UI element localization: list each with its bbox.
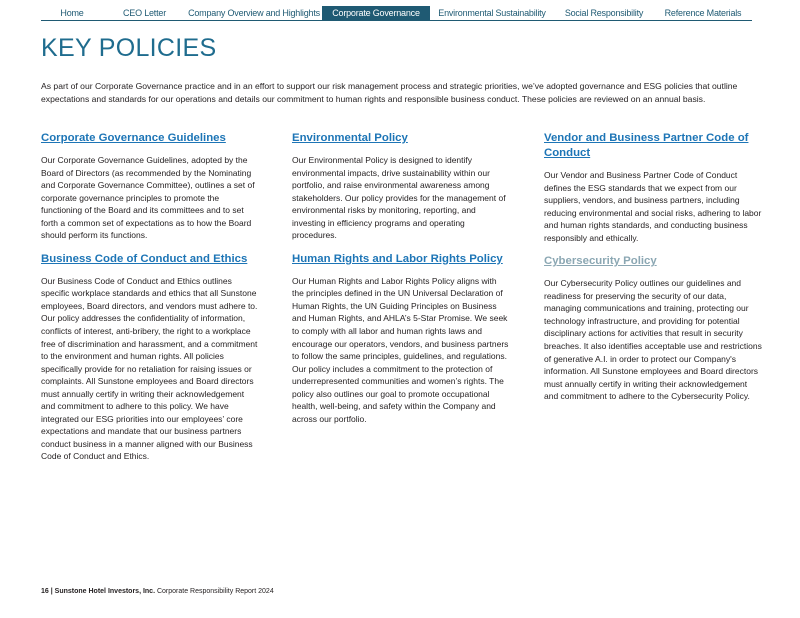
cybersecurity-policy-link[interactable]: Cybersecurity Policy [544,255,657,268]
human-rights-policy-link[interactable]: Human Rights and Labor Rights Policy [292,252,503,265]
nav-social-responsibility[interactable]: Social Responsibility [564,8,644,18]
policy-column-3 [544,131,762,413]
business-code-of-conduct-link[interactable]: Business Code of Conduct and Ethics [41,252,248,265]
page-footer [41,588,274,595]
footer-company: Sunstone Hotel Investors, Inc. [54,588,156,595]
footer-report-title: Corporate Responsibility Report 2024 [156,588,274,595]
intro-paragraph: As part of our Corporate Governance practice and in an effort to support our risk management process and strategic priorities, we’ve adopted governance and ESG policies that outline expectations and standards for our operations and details our commitment to human rights and responsible business conduct. These policies are reviewed on an annual basis. [41,81,738,104]
top-navigation [41,6,752,21]
footer-separator: | [50,588,53,595]
vendor-code-of-conduct-text: Our Vendor and Business Partner Code of Conduct defines the ESG standards that we expect from our suppliers, vendors, and business partners, including reducing environmental and social risks, adhering to labor and human rights standards, and conducting business responsibly and ethically. [544,170,762,243]
human-rights-policy-text: Our Human Rights and Labor Rights Policy aligns with the principles defined in the UN Universal Declaration of Human Rights, the UN Guiding Principles on Business and Human Rights, and AHLA’s 5-Star Promise. We seek to comply with all labor and human rights laws and encourage our operators, vendors, and business partners to follow the same principles, guidelines, and regulations. Our policy includes a commitment to the protection of underrepresented communities and women’s rights. The policy also outlines our goal to promote occupational health, well-being, and safety within the Company and across our portfolio. [292,275,509,424]
nav-reference-materials[interactable]: Reference Materials [664,8,742,18]
corporate-governance-guidelines-text: Our Corporate Governance Guidelines, adopted by the Board of Directors (as recommended by the Nominating and Corporate Governance Committee), outlines a set of corporate governance principles to promote the functioning of the Board and its committees and to set forth a common set of expectations as to how the Board should perform its functions. [41,155,255,241]
nav-ceo-letter[interactable]: CEO Letter [122,8,167,18]
page-title: KEY POLICIES [41,34,217,62]
page-number: 16 [41,588,49,595]
environmental-policy-text: Our Environmental Policy is designed to identify environmental impacts, drive sustainability within our portfolio, and raise environmental awareness among stakeholders. Our policy provides for the management of environmental risks by monitoring, reporting, and investing in efficiency programs and operating procedures. [292,155,506,241]
environmental-policy-link[interactable]: Environmental Policy [292,132,408,144]
policy-column-2 [292,131,510,435]
nav-company-overview[interactable]: Company Overview and Highlights [188,8,320,18]
policy-column-1 [41,131,259,473]
business-code-of-conduct-text: Our Business Code of Conduct and Ethics outlines specific workplace standards and ethics that all Sunstone employees, Board directors, and vendors must adhere to. Our policy addresses the confidentiality of information, conflicts of interest, anti-bribery, the right to a workplace free of discrimination and harassment, and a commitment to the environment and human rights. All policies specifically provide for no retaliation for raising issues or complaints. All Sunstone employees and Board directors must annually certify in writing their acknowledgement and commitment to adhere to this policy. We have integrated our ESG priorities into our employees’ core expectations and mandate that our business partners conduct business in a manner aligned with our Business Code of Conduct and Ethics. [41,275,258,462]
cybersecurity-policy-text: Our Cybersecurity Policy outlines our guidelines and readiness for preserving the security of our data, managing communications and training, protecting our technology infrastructure, and providing for potential disciplinary actions for activities that result in security breaches. It also identifies acceptable use and restrictions of generative A.I. in order to protect our Company's information. All Sunstone employees and Board directors must annually certify in writing their acknowledgement and commitment to adhere to the Cybersecurity Policy. [544,278,762,402]
corporate-governance-guidelines-link[interactable]: Corporate Governance Guidelines [41,132,226,144]
nav-environmental-sustainability[interactable]: Environmental Sustainability [438,8,546,18]
vendor-code-of-conduct-link[interactable]: Vendor and Business Partner Code of Conduct [544,132,749,159]
nav-home[interactable]: Home [60,8,84,18]
nav-corporate-governance[interactable]: Corporate Governance [322,6,430,20]
